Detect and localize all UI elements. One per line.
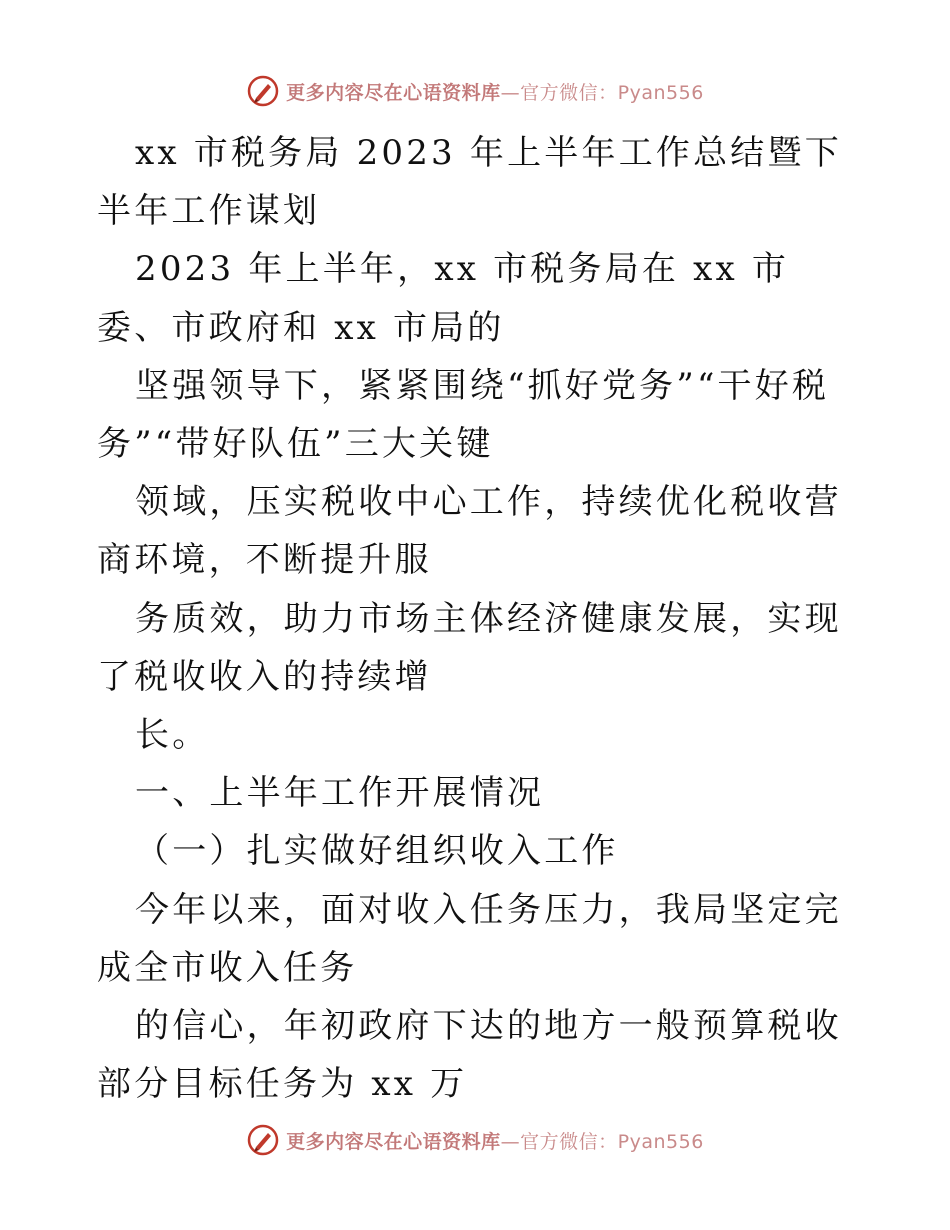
pen-logo-icon	[246, 1123, 280, 1157]
paragraph-1: 2023 年上半年，xx 市税务局在 xx 市委、市政府和 xx 市局的	[97, 249, 790, 348]
header-banner-text	[286, 78, 704, 105]
header-banner	[0, 71, 950, 111]
paragraph-3: 领域，压实税收中心工作，持续优化税收营商环境，不断提升服	[97, 482, 842, 581]
paragraph-9: 的信心，年初政府下达的地方一般预算税收部分目标任务为 xx 万	[97, 1006, 842, 1105]
header-banner-brand: 更多内容尽在心语资料库	[286, 81, 501, 104]
paragraph-2: 坚强领导下，紧紧围绕“抓好党务”“干好税务”“带好队伍”三大关键	[97, 365, 830, 465]
paragraph-4: 务质效，助力市场主体经济健康发展，实现了税收收入的持续增	[97, 598, 842, 697]
paragraph-8: 今年以来，面对收入任务压力，我局坚定完成全市收入任务	[97, 889, 842, 988]
section-heading: 一、上半年工作开展情况	[135, 773, 545, 814]
footer-banner-wechat: —官方微信：Pyan556	[500, 1130, 704, 1153]
header-banner-wechat: —官方微信：Pyan556	[500, 81, 704, 104]
document-title: xx 市税务局 2023 年上半年工作总结暨下半年工作谋划	[97, 133, 842, 232]
pen-logo-icon	[246, 74, 280, 108]
footer-banner-brand: 更多内容尽在心语资料库	[286, 1130, 501, 1153]
paragraph-5: 长。	[135, 715, 210, 756]
document-body	[97, 124, 857, 1113]
footer-banner-text	[286, 1127, 704, 1154]
footer-banner	[0, 1120, 950, 1160]
subsection-heading: （一）扎实做好组织收入工作	[135, 831, 619, 872]
